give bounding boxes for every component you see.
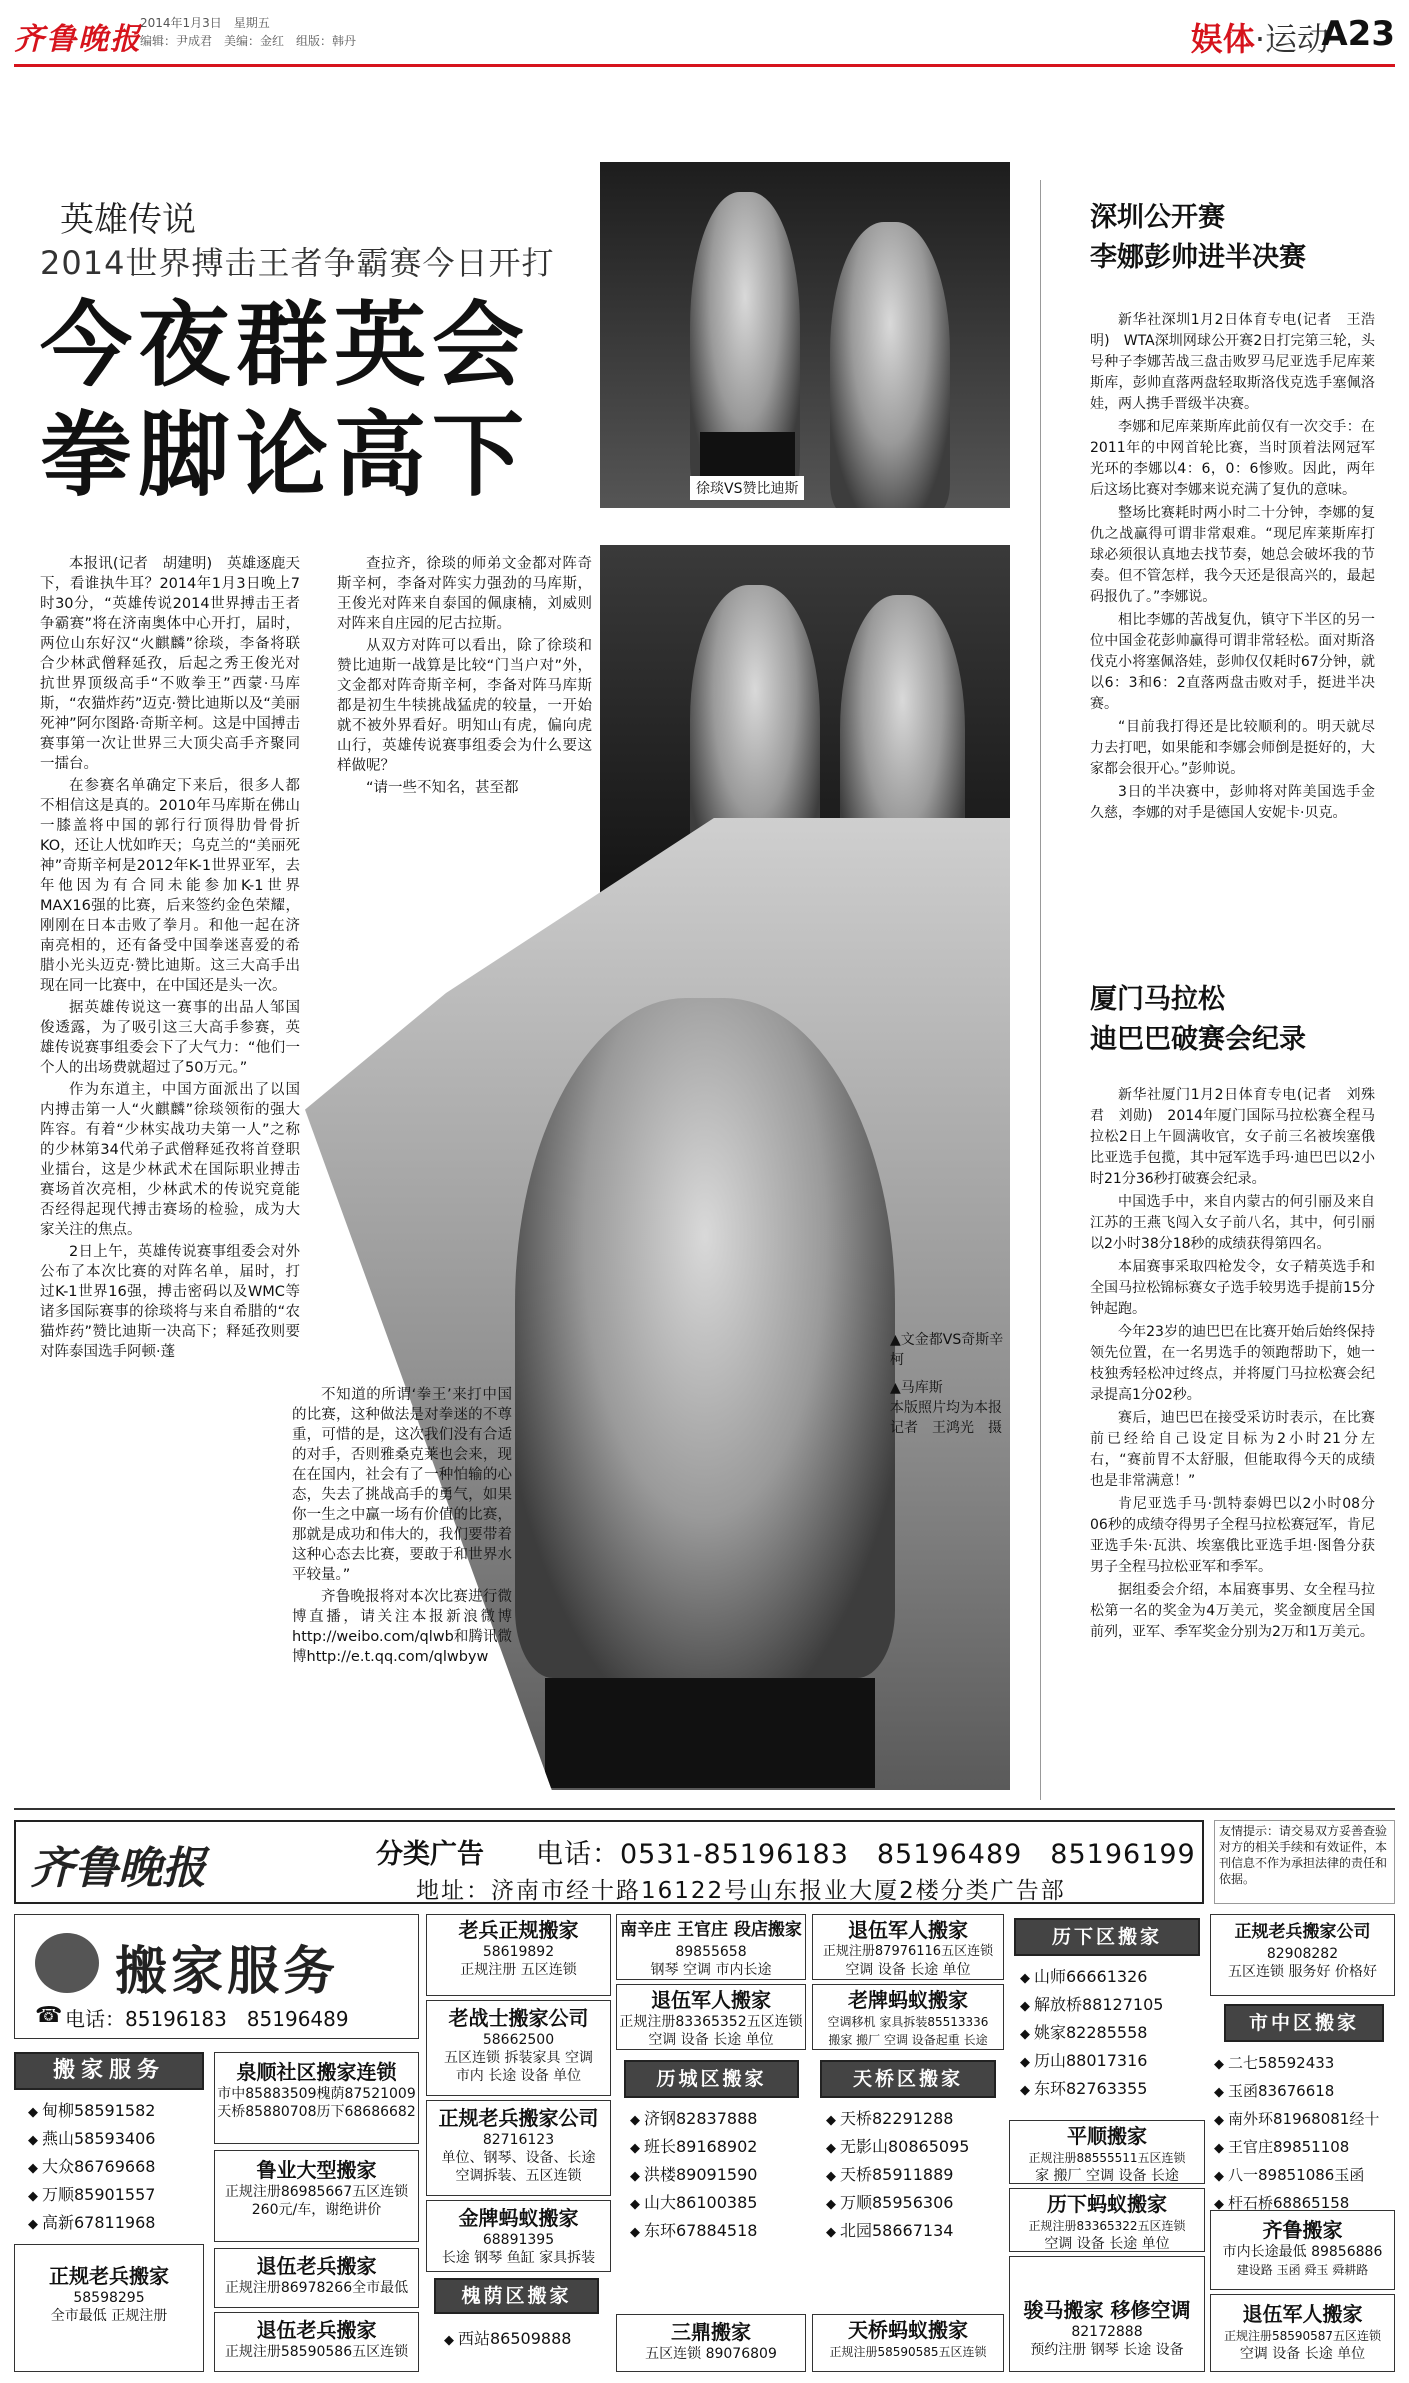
- section-title: [1191, 14, 1329, 60]
- ad-line: 五区连锁 拆装家具 空调: [444, 2050, 593, 2066]
- article-column-3: [292, 1385, 512, 1669]
- ad-line: 空调移机 家具拆装85513336: [827, 2015, 989, 2029]
- ad-line: 正规注册58590586五区连锁: [224, 2344, 409, 2360]
- moving-list: [28, 2098, 208, 2238]
- paragraph: 齐鲁晚报将对本次比赛进行微博直播，请关注本报新浪微博http://weibo.com/qlwb和腾讯微博http://e.t.qq.com/qlwbyw: [292, 1589, 512, 1665]
- banner-licheng: 历城区搬家: [624, 2060, 799, 2098]
- article-column-2: [337, 554, 592, 800]
- ad-line: 正规注册87976116五区连锁: [822, 1944, 994, 1959]
- ad-line: 正规注册58590587五区连锁: [1223, 2329, 1382, 2343]
- banner-lixia: 历下区搬家: [1014, 1918, 1200, 1956]
- list-item: ◆ 天桥82291288: [826, 2106, 1002, 2134]
- moving-ads-grid: [14, 1914, 1395, 2374]
- ad-line: 全市最低 正规注册: [50, 2308, 168, 2324]
- section-main: 娱体: [1190, 20, 1255, 58]
- ad-cell: [214, 2052, 419, 2144]
- fighter-shorts: [545, 1678, 875, 1788]
- paragraph: 本届赛事采取四枪发令，女子精英选手和全国马拉松锦标赛女子选手较男选手提前15分钟起跑。: [1090, 1259, 1375, 1317]
- ad-line: 市内 长途 设备 单位: [455, 2068, 582, 2084]
- paragraph: 中国选手中，来自内蒙古的何引丽及来自江苏的王燕飞闯入女子前八名，其中，何引丽以2小时38分18秒的成绩获得第四名。: [1090, 1194, 1375, 1252]
- ad-line: 正规注册83365322五区连锁: [1028, 2219, 1186, 2233]
- ad-line: 82908282: [1266, 1946, 1339, 1962]
- paragraph: 3日的半决赛中，彭帅将对阵美国选手金久慈，李娜的对手是德国人安妮卡·贝克。: [1090, 784, 1375, 821]
- ad-cell: [812, 1914, 1004, 1980]
- lixia-list: [1020, 1964, 1200, 2104]
- paragraph: 相比李娜的苦战复仇，镇守下半区的另一位中国金花彭帅赢得可谓非常轻松。面对斯洛伐克小将塞佩洛娃，彭帅仅仅耗时67分钟，就以6：3和6：2直落两盘击败对手，挺进半决赛。: [1090, 612, 1375, 712]
- shizhong-list: [1214, 2050, 1394, 2218]
- list-item: ◆ 班长89168902: [630, 2134, 806, 2162]
- tel-label: 电话：: [65, 2007, 125, 2031]
- ad-cell: [1210, 2210, 1395, 2290]
- classified-phone: [536, 1832, 1196, 1871]
- ad-line: 正规注册 五区连锁: [460, 1962, 577, 1978]
- ad-cell: [1009, 2120, 1205, 2184]
- moving-service-block: [14, 1914, 419, 2039]
- ad-cell: [616, 2314, 806, 2372]
- ad-title: 骏马搬家 移修空调: [1023, 2298, 1191, 2322]
- ad-line: 空调拆装、五区连锁: [455, 2168, 582, 2184]
- list-item: ◆ 杆石桥68865158: [1214, 2190, 1394, 2218]
- ad-line: 五区连锁 89076809: [645, 2346, 777, 2362]
- banner-moving-service: 搬家服务: [14, 2052, 204, 2090]
- photo-xu-vs-zambidis: [600, 162, 1010, 508]
- paragraph: 从双方对阵可以看出，除了徐琰和赞比迪斯一战算是比较“门当户对”外，文金都对阵奇斯辛柯，李备对阵马库斯都是初生牛犊挑战猛虎的较量，一开始就不被外界看好。明知山有虎，偏向虎山行，英雄传说赛事组委会为什么要这样做呢？: [337, 638, 592, 774]
- ad-line: 预约注册 钢琴 长途 设备: [1030, 2342, 1184, 2358]
- ad-line: 58662500: [482, 2032, 555, 2048]
- ad-title: 退伍军人搬家: [651, 1988, 771, 2012]
- paragraph: 整场比赛耗时两小时二十分钟，李娜的复仇之战赢得可谓非常艰难。“现尼库莱斯库打球必须很认真地去找节奏，她总会破坏我的节奏。但不管怎样，我今天还是很高兴的，最起码报仇了。”李娜说。: [1090, 505, 1375, 605]
- ad-line: 空调 设备 长途 单位: [1044, 2236, 1170, 2252]
- side-headline-line: 李娜彭帅进半决赛: [1090, 242, 1306, 273]
- classified-header: [14, 1820, 1204, 1904]
- ad-cell: [14, 2244, 204, 2372]
- ad-title: 鲁业大型搬家: [256, 2158, 377, 2182]
- issue-meta: [140, 14, 356, 50]
- list-item: ◆ 历山88017316: [1020, 2048, 1200, 2076]
- list-item: ◆ 高新67811968: [28, 2210, 208, 2238]
- headline: [40, 290, 530, 510]
- ad-line: 天桥85880708历下68686682: [217, 2104, 416, 2120]
- side-article-shenzhen: [1090, 310, 1375, 826]
- classified-logo: 齐鲁晚报: [30, 1843, 206, 1894]
- ad-title: 退伍老兵搬家: [256, 2254, 377, 2278]
- ad-cell: [616, 1984, 806, 2050]
- huaiyin-list: [444, 2326, 604, 2354]
- licheng-list: [630, 2106, 806, 2246]
- ad-title: 正规老兵搬家公司: [1234, 1922, 1371, 1942]
- ad-line: 58619892: [482, 1944, 555, 1960]
- ad-line: 单位、钢琴、设备、长途: [441, 2150, 596, 2166]
- ads-rule: [14, 1808, 1395, 1810]
- phone-icon: ☎: [35, 2003, 63, 2028]
- list-item: ◆ 大众86769668: [28, 2154, 208, 2182]
- paragraph: 据英雄传说这一赛事的出品人邹国俊透露，为了吸引这三大高手参赛，英雄传说赛事组委会下了大气力：“他们一个人的出场费就超过了50万元。”: [40, 1000, 300, 1076]
- ad-title: 金牌蚂蚁搬家: [458, 2206, 579, 2230]
- ad-cell: [1009, 2256, 1205, 2372]
- ad-cell: [812, 2314, 1004, 2372]
- ad-title: 退伍军人搬家: [1242, 2302, 1363, 2326]
- banner-huaiyin: 槐荫区搬家: [434, 2278, 599, 2314]
- tel-label: 电话：: [536, 1839, 620, 1870]
- list-item: ◆ 西站86509888: [444, 2326, 604, 2354]
- ad-line: 68891395: [482, 2232, 555, 2248]
- moving-box-icon: [35, 1933, 99, 1993]
- side-headline-line: 迪巴巴破赛会纪录: [1090, 1024, 1306, 1055]
- ad-title: 正规老兵搬家公司: [438, 2106, 599, 2130]
- side-headline-xiamen: [1090, 980, 1306, 1060]
- ad-cell: [214, 2312, 419, 2372]
- fighter-figure: [830, 222, 950, 508]
- headline-line2: 拳脚论高下: [40, 401, 531, 509]
- banner-shizhong: 市中区搬家: [1224, 2004, 1384, 2042]
- list-item: ◆ 洪楼89091590: [630, 2162, 806, 2190]
- ad-line: 家 搬厂 空调 设备 长途: [1035, 2168, 1179, 2184]
- classified-address: 地址：济南市经十路16122号山东报业大厦2楼分类广告部: [416, 1878, 1066, 1904]
- list-item: ◆ 姚家82285558: [1020, 2020, 1200, 2048]
- ad-cell: [1009, 2188, 1205, 2252]
- paragraph: 今年23岁的迪巴巴在比赛开始后始终保持领先位置，在一名男选手的领跑帮助下，她一枝独秀轻松冲过终点，并将厦门马拉松赛会纪录提高1分02秒。: [1090, 1324, 1375, 1403]
- list-item: ◆ 济钢82837888: [630, 2106, 806, 2134]
- classified-notice: 友情提示：请交易双方妥善查验对方的相关手续和有效证件，本刊信息不作为承担法律的责任和依据。: [1214, 1820, 1395, 1904]
- issue-date: 2014年1月3日 星期五: [140, 16, 270, 30]
- fighter-figure: [515, 998, 895, 1678]
- ad-line: 钢琴 空调 市内长途: [650, 1962, 772, 1978]
- list-item: ◆ 山大86100385: [630, 2190, 806, 2218]
- ad-title: 南辛庄 王官庄 段店搬家: [620, 1920, 802, 1940]
- tel-numbers: 85196183 85196489: [125, 2007, 349, 2031]
- paragraph: 新华社厦门1月2日体育专电(记者 刘殊君 刘勋) 2014年厦门国际马拉松赛全程马拉松2日上午圆满收官，女子前三名被埃塞俄比亚选手包揽，其中冠军选手玛·迪巴巴以2小时21分36秒打破赛会纪录。: [1090, 1087, 1375, 1187]
- ad-line: 空调 设备 长途 单位: [648, 2032, 774, 2048]
- paragraph: 赛后，迪巴巴在接受采访时表示，在比赛前已经给自己设定目标为2小时21分左右，“赛前胃不太舒服，但能取得今天的成绩也是非常满意！”: [1090, 1410, 1375, 1489]
- list-item: ◆ 解放桥88127105: [1020, 1992, 1200, 2020]
- headline-line1: 今夜群英会: [40, 291, 531, 399]
- ad-cell: [1210, 1914, 1395, 1996]
- ad-title: 老牌蚂蚁搬家: [848, 1988, 968, 2012]
- ad-line: 89855658: [675, 1944, 747, 1960]
- ad-line: 58598295: [73, 2290, 145, 2306]
- side-headline-shenzhen: [1090, 198, 1306, 278]
- side-caption-2: ▲马库斯: [890, 1380, 943, 1396]
- side-headline-line: 厦门马拉松: [1090, 984, 1225, 1015]
- list-item: ◆ 南外环81968081经十: [1214, 2106, 1394, 2134]
- list-item: ◆ 山师66661326: [1020, 1964, 1200, 1992]
- deck: 2014世界搏击王者争霸赛今日开打: [40, 244, 555, 282]
- ad-line: 正规注册86985667五区连锁: [224, 2184, 409, 2200]
- paragraph: 肯尼亚选手马·凯特泰姆巴以2小时08分06秒的成绩夺得男子全程马拉松赛冠军，肯尼亚选手朱·瓦洪、埃塞俄比亚选手坦·图鲁分获男子全程马拉松亚军和季军。: [1090, 1496, 1375, 1575]
- ad-title: 老兵正规搬家: [458, 1918, 579, 1942]
- tianqiao-list: [826, 2106, 1002, 2246]
- article-column-1: [40, 554, 300, 1364]
- side-headline-line: 深圳公开赛: [1090, 202, 1225, 233]
- ad-cell: [426, 2100, 611, 2196]
- paragraph: 李娜和尼库莱斯库此前仅有一次交手：在2011年的中网首轮比赛，当时顶着法网冠军光环的李娜以4：6，0：6惨败。因此，两年后这场比赛对李娜来说充满了复仇的意味。: [1090, 419, 1375, 498]
- ad-title: 正规老兵搬家: [49, 2264, 169, 2288]
- ad-cell: [214, 2248, 419, 2308]
- ad-line: 82172888: [1071, 2324, 1143, 2340]
- ad-line: 82716123: [482, 2132, 555, 2148]
- list-item: ◆ 玉函83676618: [1214, 2078, 1394, 2106]
- side-article-xiamen: [1090, 1085, 1375, 1645]
- photo-side-captions: [890, 1330, 1010, 1438]
- ad-title: 历下蚂蚁搬家: [1047, 2192, 1167, 2216]
- ad-cell: [426, 1914, 611, 1996]
- list-item: ◆ 万顺85901557: [28, 2182, 208, 2210]
- ad-line: 正规注册86978266全市最低: [224, 2280, 409, 2296]
- page-number: A23: [1321, 14, 1395, 54]
- paragraph: 新华社深圳1月2日体育专电(记者 王浩明) WTA深圳网球公开赛2日打完第三轮，头号种子李娜苦战三盘击败罗马尼亚选手尼库莱斯库，彭帅直落两盘轻取斯洛伐克选手塞佩洛娃，两人携手晋级半决赛。: [1090, 312, 1375, 412]
- ad-line: 正规注册88555511五区连锁: [1028, 2151, 1186, 2165]
- list-item: ◆ 甸柳58591582: [28, 2098, 208, 2126]
- ad-line: 五区连锁 服务好 价格好: [1228, 1964, 1377, 1980]
- paragraph: “目前我打得还是比较顺利的。明天就尽力去打吧，如果能和李娜会师倒是挺好的，大家都会很开心。”彭帅说。: [1090, 719, 1375, 777]
- ad-line: 正规注册58590585五区连锁: [829, 2345, 987, 2359]
- ad-cell: [426, 2200, 611, 2272]
- ad-cell: [1210, 2294, 1395, 2372]
- paragraph: “请一些不知名，甚至都: [366, 780, 519, 796]
- newspaper-logo: 齐鲁晚报: [14, 22, 142, 57]
- column-divider: [1040, 180, 1041, 1800]
- paragraph: 不知道的所谓‘拳王’来打中国的比赛，这种做法是对拳迷的不尊重，可惜的是，这次我们没有合适的对手，否则雅桑克莱也会来，现在在国内，社会有了一种怕输的心态，失去了挑战高手的勇气，如果你一生之中赢一场有价值的比赛，那就是成功和伟大的，我们要带着这种心态去比赛，要敢于和世界水平较量。”: [292, 1387, 512, 1583]
- ad-title: 天桥蚂蚁搬家: [848, 2318, 968, 2342]
- ad-line: 市中85883509槐荫87521009: [217, 2086, 416, 2102]
- moving-service-phone: [65, 2003, 349, 2032]
- list-item: ◆ 八一89851086玉函: [1214, 2162, 1394, 2190]
- ad-title: 退伍老兵搬家: [256, 2318, 377, 2342]
- tel-numbers: 0531-85196183 85196489 85196199: [620, 1839, 1196, 1870]
- ad-cell: [426, 2000, 611, 2096]
- list-item: ◆ 燕山58593406: [28, 2126, 208, 2154]
- ad-line: 260元/车，谢绝讲价: [251, 2202, 382, 2218]
- ad-line: 正规注册83365352五区连锁: [619, 2014, 803, 2030]
- kicker: 英雄传说: [60, 200, 196, 240]
- ad-line: 搬家 搬厂 空调 设备起重 长途: [828, 2033, 988, 2047]
- ad-line: 空调 设备 长途 单位: [1239, 2346, 1366, 2362]
- list-item: ◆ 东环82763355: [1020, 2076, 1200, 2104]
- list-item: ◆ 王官庄89851108: [1214, 2134, 1394, 2162]
- ad-cell: [214, 2150, 419, 2242]
- ad-line: 长途 钢琴 鱼缸 家具拆装: [441, 2250, 596, 2266]
- ad-cell: [812, 1984, 1004, 2050]
- photo-credit: 本版照片均为本报记者 王鸿光 摄: [890, 1400, 1002, 1436]
- paragraph: 作为东道主，中国方面派出了以国内搏击第一人“火麒麟”徐琰领衔的强大阵容。有着“少林实战功夫第一人”之称的少林第34代弟子武僧释延孜将首登职业擂台，这是少林武术在国际职业搏击赛场首次亮相，少林武术的传说究竟能否经得起现代搏击赛场的检验，成为大家关注的焦点。: [40, 1082, 300, 1238]
- banner-tianqiao: 天桥区搬家: [820, 2060, 996, 2098]
- section-sub: ·运动: [1254, 20, 1329, 58]
- ad-title: 平顺搬家: [1067, 2124, 1147, 2148]
- list-item: ◆ 万顺85956306: [826, 2190, 1002, 2218]
- list-item: ◆ 东环67884518: [630, 2218, 806, 2246]
- ad-title: 泉顺社区搬家连锁: [236, 2060, 397, 2084]
- ad-title: 三鼎搬家: [671, 2320, 751, 2344]
- masthead-rule: [14, 64, 1395, 67]
- masthead: [0, 0, 1409, 70]
- issue-editors: 编辑：尹成君 美编：金红 组版：韩丹: [140, 34, 357, 48]
- ad-title: 齐鲁搬家: [1262, 2218, 1343, 2242]
- ad-title: 退伍军人搬家: [848, 1918, 968, 1942]
- ad-title: 老战士搬家公司: [448, 2006, 589, 2030]
- photo-caption: 徐琰VS赞比迪斯: [690, 476, 804, 500]
- moving-service-title: 搬家服务: [115, 1942, 340, 2002]
- list-item: ◆ 二七58592433: [1214, 2050, 1394, 2078]
- ad-line: 市内长途最低 89856886: [1222, 2244, 1383, 2260]
- ad-line: 空调 设备 长途 单位: [845, 1962, 971, 1978]
- side-caption-1: ▲文金都VS奇斯辛柯: [890, 1332, 1004, 1368]
- list-item: ◆ 北园58667134: [826, 2218, 1002, 2246]
- ad-line: 建设路 玉函 舜玉 舜耕路: [1236, 2263, 1369, 2277]
- list-item: ◆ 天桥85911889: [826, 2162, 1002, 2190]
- ad-cell: [616, 1914, 806, 1980]
- paragraph: 据组委会介绍，本届赛事男、女全程马拉松第一名的奖金为4万美元，奖金额度居全国前列，亚军、季军奖金分别为2万和1万美元。: [1090, 1582, 1375, 1640]
- list-item: ◆ 无影山80865095: [826, 2134, 1002, 2162]
- paragraph: 在参赛名单确定下来后，很多人都不相信这是真的。2010年马库斯在佛山一膝盖将中国的郭行行顶得肋骨骨折KO，还让人忧如昨天；乌克兰的“美丽死神”奇斯辛柯是2012年K-1世界亚军，去年他因为有合同未能参加K-1世界MAX16强的比赛，后来签约金色荣耀，刚刚在日本击败了拳月。和他一起在济南亮相的，还有备受中国拳迷喜爱的希腊小光头迈克·赞比迪斯。这三大高手出现在同一比赛中，在中国还是头一次。: [40, 778, 300, 994]
- classified-label: 分类广告: [376, 1839, 484, 1870]
- paragraph: 查拉齐，徐琰的师弟文金都对阵奇斯辛柯，李备对阵实力强劲的马库斯，王俊光对阵来自泰国的佩康楠，刘威则对阵来自庄园的尼古拉斯。: [337, 556, 592, 632]
- paragraph: 本报讯(记者 胡建明) 英雄逐鹿天下，看谁执牛耳？2014年1月3日晚上7时30分，“英雄传说2014世界搏击王者争霸赛”将在济南奥体中心开打，届时，两位山东好汉“火麒麟”徐琰，李备将联合少林武僧释延孜，后起之秀王俊光对抗世界顶级高手“不败拳王”西蒙·马库斯，“农猫炸药”迈克·赞比迪斯以及“美丽死神”阿尔图路·奇斯辛柯。这是中国搏击赛事第一次让世界三大顶尖高手齐聚同一擂台。: [40, 556, 300, 772]
- paragraph: 2日上午，英雄传说赛事组委会对外公布了本次比赛的对阵名单，届时，打过K-1世界16强，搏击密码以及WMC等诸多国际赛事的徐琰将与来自希腊的“农猫炸药”赞比迪斯一决高下；释延孜则要对阵泰国选手阿顿·蓬: [40, 1244, 300, 1360]
